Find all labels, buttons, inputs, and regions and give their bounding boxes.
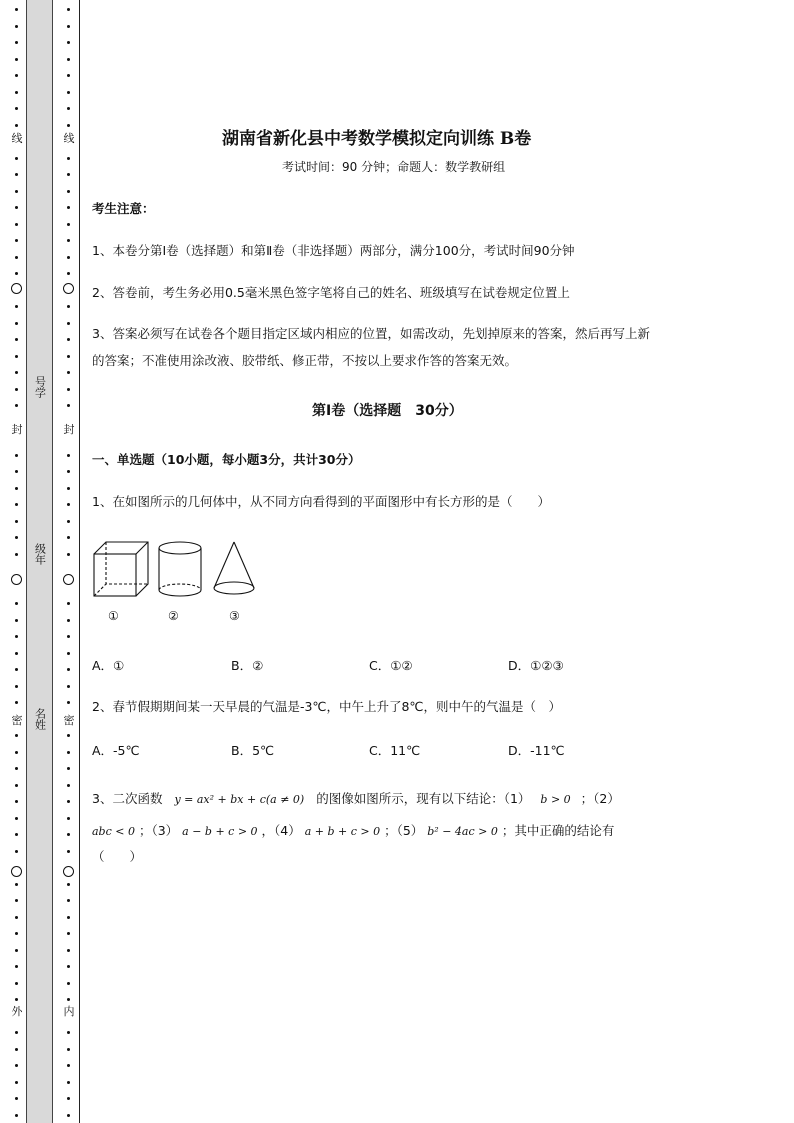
inner-label-feng: 封 [63, 423, 75, 436]
binding-dot [15, 949, 18, 952]
binding-dot [15, 157, 18, 160]
binding-dot [67, 899, 70, 902]
exam-title: 湖南省新化县中考数学模拟定向训练 B卷 [222, 129, 532, 149]
q3-conclusion-3: a − b + c > 0 [182, 825, 258, 838]
binding-dot [67, 371, 70, 374]
binding-dot [67, 982, 70, 985]
binding-dot [15, 58, 18, 61]
binding-dot [67, 404, 70, 407]
binding-dot [67, 751, 70, 754]
binding-dot [67, 1048, 70, 1051]
binding-dot [15, 850, 18, 853]
binding-dot [15, 256, 18, 259]
binding-dot [67, 998, 70, 1001]
notice-heading: 考生注意： [92, 201, 155, 216]
binding-dot [67, 173, 70, 176]
cylinder-figure [159, 542, 201, 596]
binding-dot [67, 965, 70, 968]
binding-dot [15, 1048, 18, 1051]
binding-dot [15, 74, 18, 77]
binding-circle [11, 574, 22, 585]
binding-dot [67, 668, 70, 671]
q1-option-b[interactable]: B．② [231, 658, 264, 673]
figure-label-2: ② [168, 609, 179, 623]
binding-dot [67, 652, 70, 655]
binding-dot [15, 520, 18, 523]
binding-dot [67, 206, 70, 209]
binding-dot [67, 454, 70, 457]
student-info-strip [26, 0, 53, 1123]
binding-dot [15, 1081, 18, 1084]
binding-dot [15, 503, 18, 506]
binding-dot [15, 553, 18, 556]
q3-formula: y = ax² + bx + c(a ≠ 0) [174, 793, 305, 806]
binding-dot [67, 602, 70, 605]
binding-dot [15, 41, 18, 44]
binding-dot [15, 817, 18, 820]
q1-option-c[interactable]: C．①② [369, 658, 413, 673]
binding-dot [15, 751, 18, 754]
binding-dot [15, 685, 18, 688]
binding-dot [67, 949, 70, 952]
binding-dot [67, 239, 70, 242]
outer-label-feng: 封 [11, 423, 23, 436]
q3-conclusion-5: b² − 4ac > 0 [427, 825, 498, 838]
binding-dot [15, 982, 18, 985]
binding-dot [67, 767, 70, 770]
part-heading: 一、单选题（10小题，每小题3分，共计30分） [92, 452, 361, 467]
binding-dot [67, 190, 70, 193]
notice-item-2: 2、答卷前，考生务必用0.5毫米黑色签字笔将自己的姓名、班级填写在试卷规定位置上 [92, 285, 570, 300]
question-3-line-1: 3、二次函数 y = ax² + bx + c(a ≠ 0) 的图像如图所示，现有以下结论：（1） b > 0 ；（2） [92, 791, 620, 806]
outer-binding-column [10, 0, 24, 1123]
binding-dot [15, 272, 18, 275]
binding-dot [15, 487, 18, 490]
binding-dot [67, 503, 70, 506]
question-2-stem: 2、春节假期期间某一天早晨的气温是-3℃，中午上升了8℃，则中午的气温是（ ） [92, 699, 561, 714]
binding-dot [67, 1097, 70, 1100]
binding-dot [67, 107, 70, 110]
binding-dot [15, 883, 18, 886]
figure-label-1: ① [108, 609, 119, 623]
outer-label-xian: 线 [11, 132, 23, 145]
binding-dot [67, 685, 70, 688]
binding-dot [15, 668, 18, 671]
binding-dot [67, 701, 70, 704]
binding-dot [67, 619, 70, 622]
exam-subtitle: 考试时间：90 分钟；命题人：数学教研组 [282, 160, 506, 174]
binding-dot [67, 1081, 70, 1084]
cube-figure [94, 542, 148, 596]
binding-dot [15, 619, 18, 622]
inner-label-mi: 密 [63, 714, 75, 727]
binding-dot [67, 8, 70, 11]
binding-dot [67, 487, 70, 490]
binding-circle [63, 574, 74, 585]
binding-dot [67, 272, 70, 275]
binding-dot [15, 124, 18, 127]
binding-circle [11, 283, 22, 294]
binding-dot [67, 338, 70, 341]
binding-dot [67, 355, 70, 358]
binding-circle [63, 866, 74, 877]
binding-dot [67, 883, 70, 886]
binding-dot [15, 8, 18, 11]
section-title: 第Ⅰ卷（选择题 30分） [312, 403, 463, 419]
question-1-stem: 1、在如图所示的几何体中，从不同方向看得到的平面图形中有长方形的是（ ） [92, 494, 550, 509]
binding-dot [15, 404, 18, 407]
binding-dot [67, 74, 70, 77]
binding-dot [15, 371, 18, 374]
binding-dot [67, 223, 70, 226]
binding-dot [67, 784, 70, 787]
outer-label-wai: 外 [11, 1005, 23, 1018]
binding-dot [15, 206, 18, 209]
q2-option-b[interactable]: B．5℃ [231, 743, 275, 758]
binding-dot [15, 932, 18, 935]
binding-dot [67, 833, 70, 836]
q2-option-d[interactable]: D．-11℃ [508, 743, 565, 758]
binding-dot [15, 1097, 18, 1100]
binding-dot [67, 91, 70, 94]
binding-dot [67, 520, 70, 523]
binding-dot [15, 239, 18, 242]
outer-label-mi: 密 [11, 714, 23, 727]
q2-option-c[interactable]: C．11℃ [369, 743, 421, 758]
binding-dot [15, 223, 18, 226]
binding-dot [67, 305, 70, 308]
binding-dot [15, 338, 18, 341]
binding-dot [15, 173, 18, 176]
q3-conclusion-1: b > 0 [540, 793, 571, 806]
binding-dot [67, 58, 70, 61]
geometry-figures [92, 540, 272, 600]
binding-dot [15, 305, 18, 308]
binding-dot [15, 107, 18, 110]
binding-dot [15, 470, 18, 473]
binding-dot [67, 817, 70, 820]
binding-dot [15, 25, 18, 28]
binding-dot [15, 1114, 18, 1117]
binding-dot [15, 536, 18, 539]
binding-dot [67, 256, 70, 259]
binding-dot [15, 388, 18, 391]
question-3-line-3: （ ） [92, 849, 143, 864]
binding-dot [67, 553, 70, 556]
binding-dot [15, 965, 18, 968]
binding-circle [63, 283, 74, 294]
cone-figure [214, 542, 254, 594]
inner-binding-column [62, 0, 76, 1123]
binding-dot [67, 850, 70, 853]
binding-dot [15, 767, 18, 770]
q1-option-a[interactable]: A．① [92, 658, 125, 673]
binding-line [79, 0, 80, 1123]
field-student-number: 号学 [33, 376, 47, 398]
inner-label-nei: 内 [63, 1005, 75, 1018]
binding-dot [67, 916, 70, 919]
q3-conclusion-4: a + b + c > 0 [304, 825, 381, 838]
binding-dot [67, 734, 70, 737]
binding-dot [67, 157, 70, 160]
notice-item-1: 1、本卷分第Ⅰ卷（选择题）和第Ⅱ卷（非选择题）两部分，满分100分，考试时间90分钟 [92, 243, 575, 258]
notice-item-3-cont: 的答案；不准使用涂改液、胶带纸、修正带，不按以上要求作答的答案无效。 [92, 353, 518, 368]
binding-dot [15, 652, 18, 655]
binding-dot [15, 998, 18, 1001]
q2-option-a[interactable]: A．-5℃ [92, 743, 140, 758]
notice-item-3: 3、答案必须写在试卷各个题目指定区域内相应的位置，如需改动，先划掉原来的答案，然后再写上新 [92, 326, 650, 341]
binding-dot [67, 25, 70, 28]
binding-dot [15, 454, 18, 457]
binding-dot [15, 701, 18, 704]
binding-circle [11, 866, 22, 877]
field-grade: 级年 [33, 543, 47, 565]
binding-dot [67, 932, 70, 935]
binding-dot [15, 784, 18, 787]
binding-dot [15, 916, 18, 919]
binding-dot [67, 470, 70, 473]
binding-dot [67, 536, 70, 539]
binding-dot [15, 635, 18, 638]
binding-dot [67, 124, 70, 127]
binding-dot [15, 899, 18, 902]
binding-dot [67, 322, 70, 325]
q3-conclusion-2: abc < 0 [92, 825, 135, 838]
binding-dot [15, 602, 18, 605]
binding-dot [67, 1064, 70, 1067]
binding-dot [15, 734, 18, 737]
binding-dot [67, 388, 70, 391]
binding-dot [15, 355, 18, 358]
q1-option-d[interactable]: D．①②③ [508, 658, 564, 673]
question-3-line-2: abc < 0 ；（3） a − b + c > 0 ，（4） a + b + c > 0 ；（5） b² − 4ac > 0 ；其中正确的结论有 [92, 823, 615, 838]
binding-dot [15, 190, 18, 193]
binding-dot [67, 800, 70, 803]
binding-dot [67, 635, 70, 638]
binding-dot [15, 322, 18, 325]
field-name: 名姓 [33, 708, 47, 730]
figure-label-3: ③ [229, 609, 240, 623]
binding-dot [15, 1064, 18, 1067]
binding-dot [67, 41, 70, 44]
inner-label-xian: 线 [63, 132, 75, 145]
binding-dot [67, 1031, 70, 1034]
binding-dot [67, 1114, 70, 1117]
binding-dot [15, 91, 18, 94]
binding-dot [15, 833, 18, 836]
binding-dot [15, 1031, 18, 1034]
binding-dot [15, 800, 18, 803]
